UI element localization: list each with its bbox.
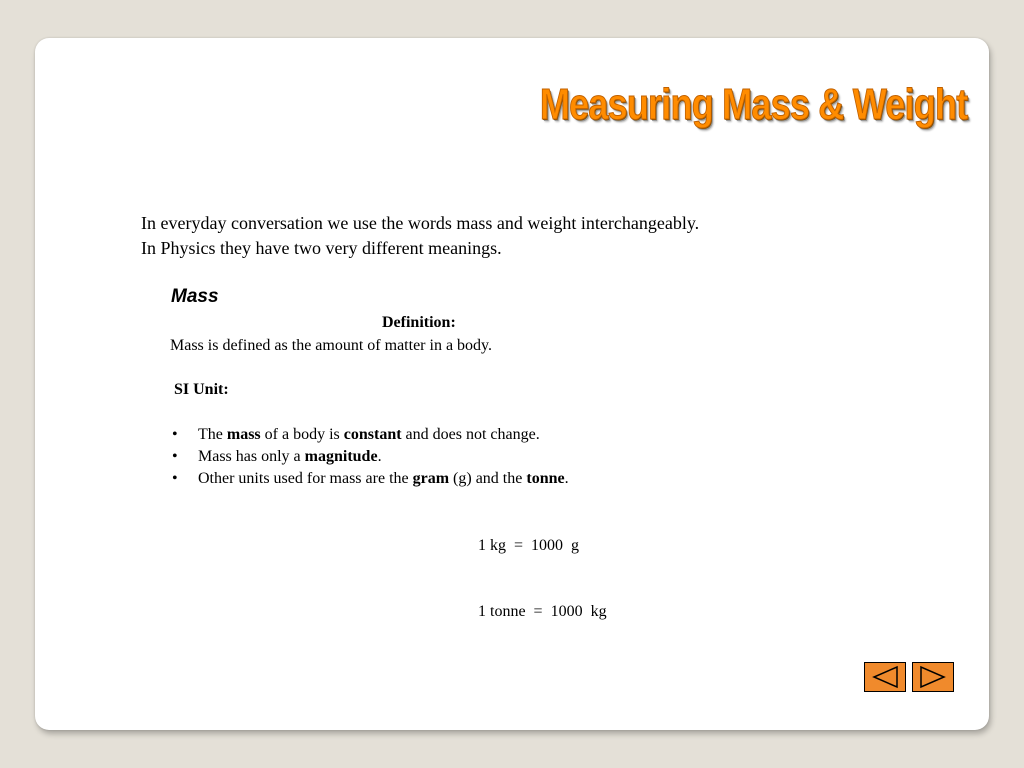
definition-text: Mass is defined as the amount of matter in a body. [170,337,492,354]
fact-list [170,424,569,490]
text-segment: and does not change. [401,426,540,443]
si-unit-label: SI Unit: [174,381,229,398]
text-segment: (g) and the [449,470,527,487]
slide [35,38,989,730]
conversion-tonne-kg: 1 tonne = 1000 kg [478,603,607,620]
bold-term: mass [226,426,261,443]
fact-item [170,468,569,490]
slide-title: Measuring Mass & Weight [539,80,967,129]
intro-paragraph [141,211,699,261]
fact-item [170,424,569,446]
intro-line-2: In Physics they have two very different meanings. [141,238,502,258]
intro-line-1: In everyday conversation we use the words mass and weight interchangeably. [141,213,700,233]
conversion-kg-g: 1 kg = 1000 g [478,537,580,554]
section-heading: Mass [171,286,219,307]
fact-item [170,446,569,468]
definition-label: Definition: [382,314,456,331]
bold-term: tonne [526,470,565,487]
triangle-left-icon [870,665,900,689]
text-segment: The [198,426,227,443]
text-segment: Mass has only a [198,448,305,465]
bold-term: constant [343,426,402,443]
text-segment: of a body is [260,426,344,443]
triangle-right-icon [918,665,948,689]
bold-term: gram [412,470,450,487]
text-segment: . [564,470,569,487]
next-slide-button[interactable] [912,662,954,692]
text-segment: Other units used for mass are the [198,470,413,487]
previous-slide-button[interactable] [864,662,906,692]
text-segment: . [377,448,382,465]
bold-term: magnitude [304,448,378,465]
unit-conversions [478,491,607,667]
